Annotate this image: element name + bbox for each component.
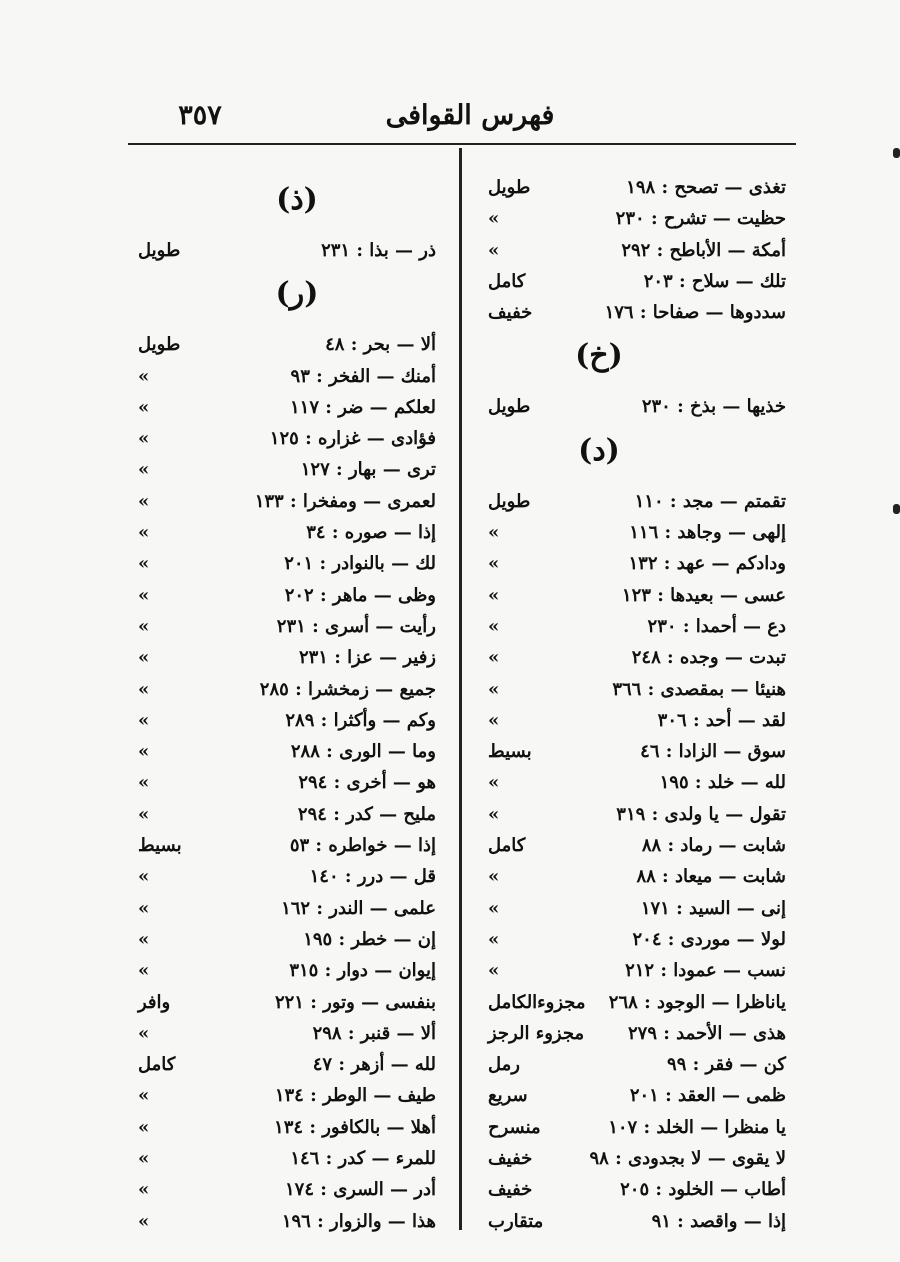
index-row [128, 955, 450, 986]
rhyme-entry: للمرء — كدر : ١٤٦ [290, 1148, 436, 1170]
meter-label: » [138, 522, 150, 544]
meter-label: » [488, 553, 500, 575]
rhyme-entry: لعلكم — ضر : ١١٧ [290, 396, 436, 418]
index-row [128, 767, 450, 798]
right-column [478, 172, 800, 1237]
meter-label: » [488, 615, 500, 637]
meter-label: » [138, 459, 150, 481]
letter-heading [478, 328, 800, 391]
rhyme-entry: ذر — بذا : ٢٣١ [321, 240, 436, 261]
index-row [478, 266, 800, 297]
page-title: فهرس القوافى [385, 100, 555, 131]
rhyme-entry: أمنك — الفخر : ٩٣ [290, 365, 436, 387]
meter-label: » [138, 1148, 150, 1170]
meter-label: » [138, 365, 150, 387]
meter-label: » [138, 897, 150, 919]
edge-mark [893, 504, 900, 514]
meter-label: رمل [488, 1054, 520, 1076]
rhyme-entry: أدر — السرى : ١٧٤ [285, 1179, 436, 1201]
index-row [478, 611, 800, 642]
rhyme-entry: إلهى — وجاهد : ١١٦ [629, 522, 786, 544]
rhyme-entry: فؤادى — غزاره : ١٢٥ [269, 428, 436, 450]
meter-label: طويل [488, 177, 531, 198]
meter-label: » [138, 1116, 150, 1138]
meter-label: » [488, 803, 500, 825]
index-row [478, 1018, 800, 1049]
index-row [128, 329, 450, 360]
index-row [128, 454, 450, 485]
meter-label: خفيف [488, 302, 533, 324]
rhyme-entry: إن — خطر : ١٩٥ [303, 928, 436, 950]
index-row [478, 705, 800, 736]
index-row [128, 1112, 450, 1143]
meter-label: طويل [138, 240, 181, 261]
index-row [478, 1112, 800, 1143]
rhyme-entry: بنفسى — وتور : ٢٢١ [274, 991, 436, 1013]
rhyme-entry: سوق — الزادا : ٤٦ [640, 741, 786, 763]
index-row [478, 893, 800, 924]
rhyme-entry: ألا — بحر : ٤٨ [325, 334, 436, 356]
index-row [128, 1080, 450, 1111]
rhyme-entry: أطاب — الخلود : ٢٠٥ [620, 1179, 786, 1201]
rhyme-entry: هذى — الأحمد : ٢٧٩ [627, 1022, 786, 1044]
rhyme-entry: هو — أخرى : ٢٩٤ [298, 772, 436, 794]
meter-label: » [138, 866, 150, 888]
index-row [478, 580, 800, 611]
meter-label: » [138, 584, 150, 606]
index-row [128, 517, 450, 548]
rhyme-entry: جميع — زمخشرا : ٢٨٥ [259, 678, 436, 700]
rhyme-entry: إذا — خواطره : ٥٣ [289, 835, 436, 857]
rhyme-entry: أمكة — الأباطح : ٢٩٢ [621, 239, 786, 261]
rhyme-entry: أهلا — بالكافور : ١٣٤ [274, 1116, 436, 1138]
meter-label: » [138, 490, 150, 512]
rhyme-entry: ياناظرا — الوجود : ٢٦٨ [608, 991, 786, 1013]
meter-label: » [488, 522, 500, 544]
rhyme-entry: سددوها — صفاحا : ١٧٦ [604, 302, 786, 324]
rhyme-entry: شابت — ميعاد : ٨٨ [636, 866, 786, 888]
meter-label: » [138, 1210, 150, 1232]
index-row [478, 674, 800, 705]
index-row [128, 861, 450, 892]
index-row [128, 392, 450, 423]
rhyme-entry: لعمرى — ومفخرا : ١٣٣ [254, 490, 436, 512]
rhyme-entry: شابت — رماد : ٨٨ [641, 835, 786, 857]
index-row [478, 1206, 800, 1237]
rhyme-entry: زفير — عزا : ٢٣١ [298, 647, 436, 669]
index-row [478, 517, 800, 548]
meter-label: » [138, 1085, 150, 1107]
rhyme-entry: لله — أزهر : ٤٧ [312, 1054, 436, 1076]
meter-label: » [488, 678, 500, 700]
meter-label: » [138, 741, 150, 763]
rhyme-entry: حظيت — تشرح : ٢٣٠ [615, 208, 786, 230]
index-row [128, 830, 450, 861]
rhyme-entry: يا منظرا — الخلد : ١٠٧ [608, 1116, 786, 1138]
index-row [478, 861, 800, 892]
letter-heading-text: (ر) [275, 276, 319, 312]
index-row [478, 799, 800, 830]
rhyme-entry: إذا — واقصد : ٩١ [651, 1210, 786, 1232]
rhyme-entry: خذيها — بذخ : ٢٣٠ [641, 396, 786, 418]
header-rule [128, 143, 796, 145]
index-row [478, 1049, 800, 1080]
meter-label: » [488, 772, 500, 794]
rhyme-entry: ودادكم — عهد : ١٣٢ [628, 553, 786, 575]
rhyme-entry: تلك — سلاح : ٢٠٣ [643, 270, 786, 292]
index-row [478, 987, 800, 1018]
rhyme-entry: إنى — السيد : ١٧١ [640, 897, 786, 919]
meter-label: طويل [488, 490, 531, 512]
meter-label: بسيط [138, 835, 182, 857]
meter-label: » [488, 928, 500, 950]
meter-label: » [488, 709, 500, 731]
rhyme-entry: لك — بالنوادر : ٢٠١ [284, 553, 436, 575]
meter-label: » [138, 960, 150, 982]
rhyme-entry: هنيئا — بمقصدى : ٣٦٦ [612, 678, 786, 700]
index-row [128, 642, 450, 673]
index-row [128, 1143, 450, 1174]
rhyme-entry: لولا — موردى : ٢٠٤ [632, 928, 786, 950]
index-row [478, 391, 800, 422]
meter-label: » [138, 553, 150, 575]
index-row [478, 767, 800, 798]
rhyme-entry: علمى — الندر : ١٦٢ [281, 897, 436, 919]
index-row [478, 486, 800, 517]
meter-label: » [488, 208, 500, 230]
letter-heading-text: (د) [578, 432, 620, 468]
rhyme-entry: وظى — ماهر : ٢٠٢ [284, 584, 436, 606]
meter-label: كامل [138, 1054, 176, 1076]
rhyme-entry: هذا — والزوار : ١٩٦ [281, 1210, 436, 1232]
letter-heading-text: (خ) [575, 338, 623, 374]
index-row [478, 203, 800, 234]
rhyme-entry: طيف — الوطر : ١٣٤ [274, 1085, 436, 1107]
meter-label: » [138, 1022, 150, 1044]
meter-label: » [138, 803, 150, 825]
rhyme-entry: تغذى — تصحح : ١٩٨ [626, 177, 786, 198]
meter-label: خفيف [488, 1179, 533, 1201]
rhyme-entry: ظمى — العقد : ٢٠١ [629, 1085, 786, 1107]
index-row [128, 548, 450, 579]
index-row [478, 1174, 800, 1205]
column-divider [459, 148, 462, 1230]
index-row [128, 1049, 450, 1080]
meter-label: » [138, 772, 150, 794]
index-row [478, 642, 800, 673]
meter-label: » [138, 615, 150, 637]
meter-label: » [488, 647, 500, 669]
meter-label: خفيف [488, 1148, 533, 1170]
index-row [128, 799, 450, 830]
meter-label: كامل [488, 270, 526, 292]
meter-label: » [138, 678, 150, 700]
rhyme-entry: لقد — أحد : ٣٠٦ [657, 709, 786, 731]
index-row [128, 486, 450, 517]
rhyme-entry: ترى — بهار : ١٢٧ [300, 459, 436, 481]
rhyme-entry: وكم — وأكثرا : ٢٨٩ [285, 709, 436, 731]
rhyme-entry: مليح — كدر : ٢٩٤ [297, 803, 436, 825]
letter-heading [128, 172, 450, 235]
meter-label: سريع [488, 1085, 528, 1107]
index-row [128, 1174, 450, 1205]
meter-label: » [488, 897, 500, 919]
edge-mark [893, 148, 900, 158]
index-row [478, 297, 800, 328]
rhyme-entry: وما — الورى : ٢٨٨ [290, 741, 436, 763]
rhyme-entry: إذا — صوره : ٣٤ [306, 522, 436, 544]
index-row [128, 893, 450, 924]
meter-label: » [138, 709, 150, 731]
meter-label: » [138, 928, 150, 950]
index-row [128, 705, 450, 736]
meter-label: » [138, 428, 150, 450]
meter-label: طويل [138, 334, 181, 356]
rhyme-entry: إيوان — دوار : ٣١٥ [289, 960, 436, 982]
rhyme-entry: تقمتم — مجد : ١١٠ [634, 490, 786, 512]
meter-label: كامل [488, 835, 526, 857]
rhyme-entry: عسى — بعيدها : ١٢٣ [621, 584, 786, 606]
meter-label: مجزوء الرجز [488, 1022, 585, 1044]
meter-label: منسرح [488, 1116, 541, 1138]
index-row [478, 235, 800, 266]
meter-label: بسيط [488, 741, 532, 763]
index-row [128, 361, 450, 392]
meter-label: مجزوءالكامل [488, 991, 586, 1013]
index-row [478, 172, 800, 203]
meter-label: » [488, 584, 500, 606]
rhyme-entry: تبدت — وجده : ٢٤٨ [631, 647, 786, 669]
rhyme-entry: لا يقوى — لا بجدودى : ٩٨ [589, 1148, 786, 1170]
rhyme-entry: كن — فقر : ٩٩ [667, 1054, 786, 1076]
meter-label: وافر [138, 991, 171, 1013]
index-row [128, 1206, 450, 1237]
meter-label: » [488, 239, 500, 261]
rhyme-entry: دع — أحمدا : ٢٣٠ [647, 615, 786, 637]
index-row [478, 1143, 800, 1174]
index-row [478, 1080, 800, 1111]
index-row [128, 924, 450, 955]
letter-heading-text: (ذ) [276, 182, 318, 217]
meter-label: » [488, 866, 500, 888]
index-row [128, 674, 450, 705]
letter-heading [478, 423, 800, 486]
index-row [478, 924, 800, 955]
rhyme-entry: نسب — عمودا : ٢١٢ [625, 960, 786, 982]
meter-label: » [138, 647, 150, 669]
index-row [128, 611, 450, 642]
index-row [128, 235, 450, 266]
meter-label: طويل [488, 396, 531, 418]
index-row [128, 736, 450, 767]
index-row [478, 830, 800, 861]
meter-label: متقارب [488, 1210, 544, 1232]
rhyme-entry: قل — درر : ١٤٠ [309, 866, 436, 888]
meter-label: » [138, 1179, 150, 1201]
index-row [128, 580, 450, 611]
left-column [128, 172, 450, 1237]
index-row [478, 736, 800, 767]
index-row [478, 955, 800, 986]
page-number: ٣٥٧ [178, 100, 222, 131]
index-row [128, 987, 450, 1018]
rhyme-entry: تقول — يا ولدى : ٣١٩ [616, 803, 786, 825]
rhyme-entry: رأيت — أسرى : ٢٣١ [276, 615, 436, 637]
meter-label: » [138, 396, 150, 418]
rhyme-entry: ألا — قنبر : ٢٩٨ [312, 1022, 436, 1044]
index-row [128, 1018, 450, 1049]
rhyme-entry: لله — خلد : ١٩٥ [659, 772, 786, 794]
letter-heading [128, 266, 450, 329]
index-row [128, 423, 450, 454]
index-row [478, 548, 800, 579]
meter-label: » [488, 960, 500, 982]
